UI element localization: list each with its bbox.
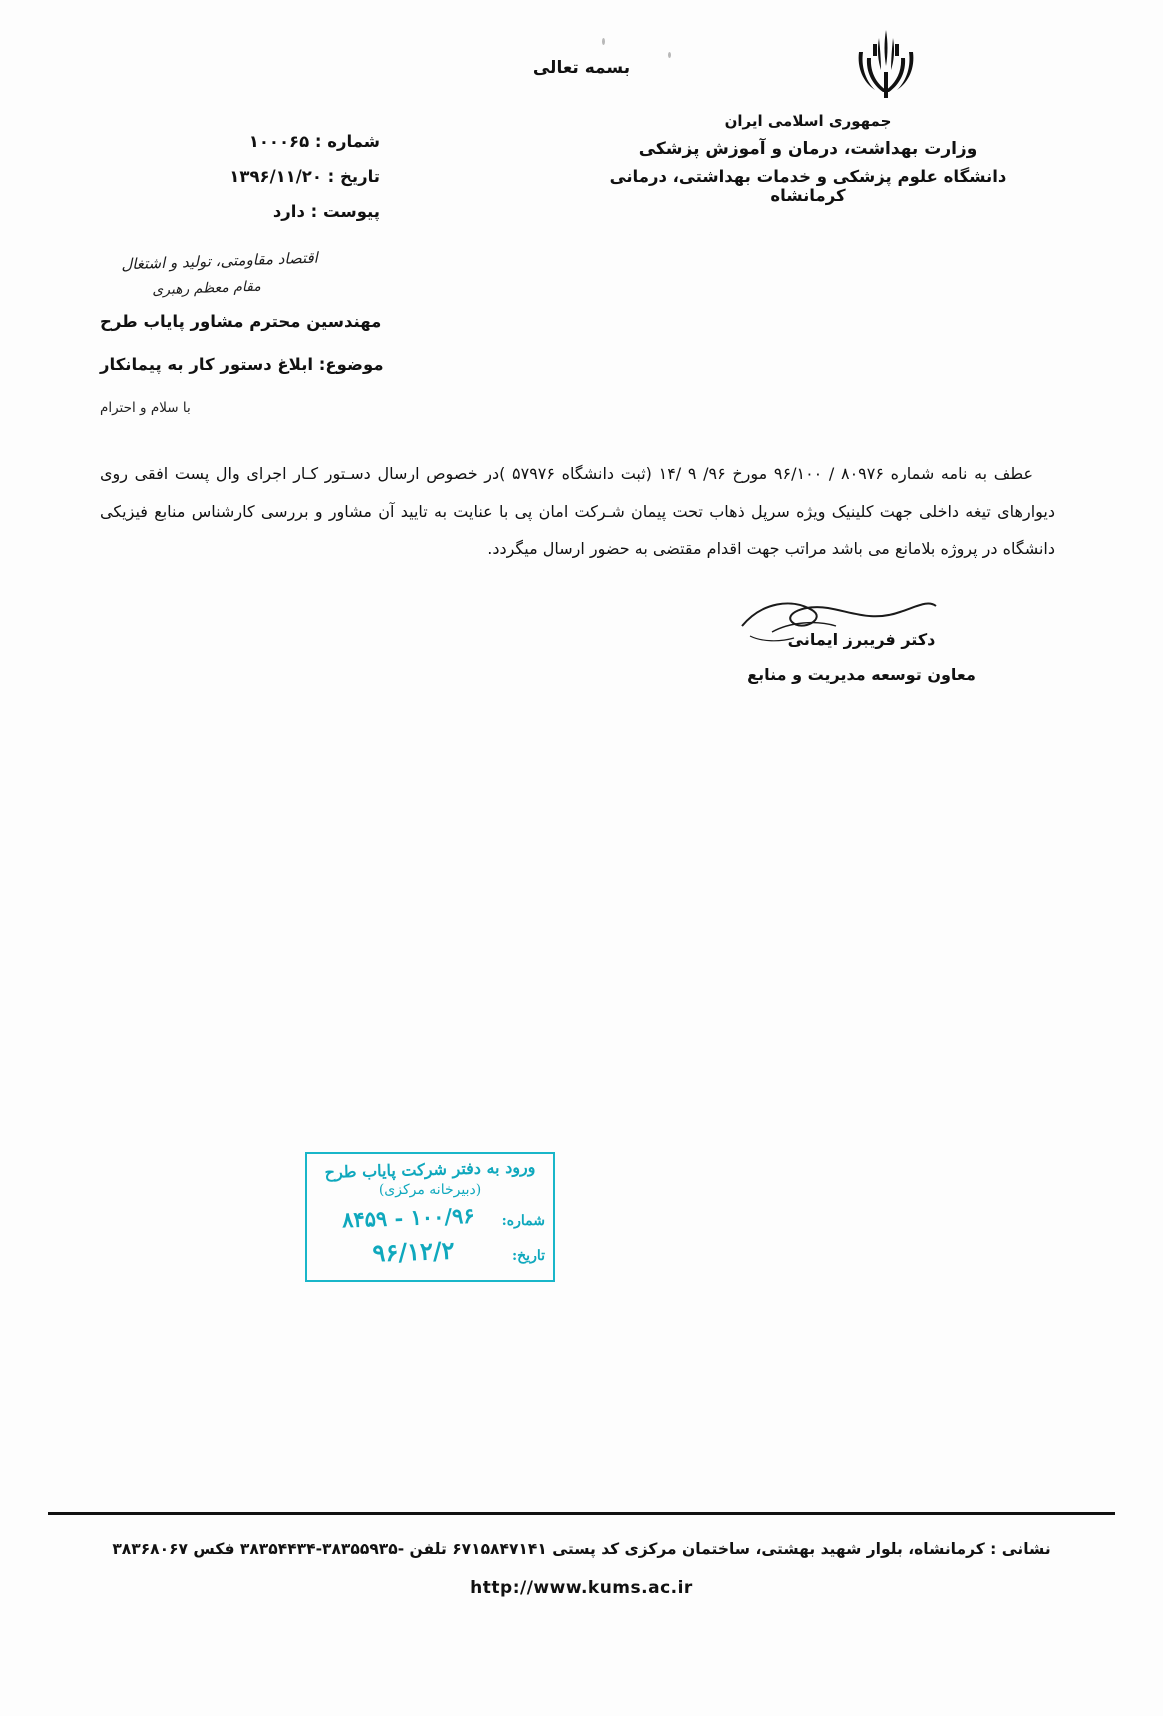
footer-address: نشانی : کرمانشاه، بلوار شهید بهشتی، ساختمان مرکزی کد پستی ۶۷۱۵۸۴۷۱۴۱ تلفن -۳۸۳۵۵۹۳۵-۳۸۳۵۴۴۳۴ فکس ۳۸۳۶۸۰۶۷ [112,1540,1051,1558]
republic-label: جمهوری اسلامی ایران [724,112,892,130]
scan-speck [602,38,605,45]
ministry-label: وزارت بهداشت، درمان و آموزش پزشکی [638,139,978,159]
signer-name: دکتر فریبرز ایمانی [787,630,936,649]
letter-date: تاریخ : ۱۳۹۶/۱۱/۲۰ [229,167,380,186]
letter-meta [100,132,380,237]
iran-emblem-icon [843,28,933,106]
addressee: مهندسین محترم مشاور پایاب طرح [100,312,382,331]
greeting: با سلام و احترام [100,400,191,416]
footer-url[interactable]: http://www.kums.ac.ir [470,1578,693,1598]
footer-divider [48,1512,1115,1515]
reception-stamp [305,1152,555,1282]
stamp-date-label: تاریخ: [511,1248,545,1264]
stamp-date-row [307,1237,553,1266]
besmeh-heading: بسمه تعالی [532,58,631,78]
organisation-block [573,112,1043,205]
stamp-subtitle: (دبیرخانه مرکزی) [378,1182,482,1198]
university-label: دانشگاه علوم پزشکی و خدمات بهداشتی، درمانی کرمانشاه [609,167,1007,205]
stamp-number-label: شماره: [501,1213,545,1229]
stamp-date-value: ۹۶/۱۲/۲ [372,1235,455,1268]
letter-body: عطف به نامه شماره ۸۰۹۷۶ / ۹۶/۱۰۰ مورخ ۹۶/ ۹ /۱۴ (ثبت دانشگاه ۵۷۹۷۶ )در خصوص ارسال دسـتور کـار اجرای وال پست افقی روی دیوارهای تیغه داخلی جهت کلینیک ویژه سرپل ذهاب تحت پیمان شـرکت امان پی با عنایت به تایید آن مشاور و بررسی کارشناس منابع فیزیکی دانشگاه در پروژه بلامانع می باشد مراتب جهت اقدام مقتضی به حضور ارسال میگردد. [100,464,1055,559]
signer-title: معاون توسعه مدیریت و منابع [747,665,976,684]
stamp-number-row [307,1202,553,1233]
letter-attachment: پیوست : دارد [272,202,380,221]
subject-line: موضوع: ابلاغ دستور کار به پیمانکار [100,355,384,374]
slogan-line-1: اقتصاد مقاومتی، تولید و اشتغال [120,248,319,274]
signature-block [0,600,1163,684]
stamp-number-value: ۱۰۰/۹۶ - ۸۴۵۹ [341,1202,475,1233]
letter-number: شماره : ۱۰۰۰۶۵ [248,132,380,151]
stamp-title: ورود به دفتر شرکت پایاب طرح [324,1157,536,1182]
year-slogan [94,248,345,301]
slogan-line-2: مقام معظم رهبری [151,278,262,299]
